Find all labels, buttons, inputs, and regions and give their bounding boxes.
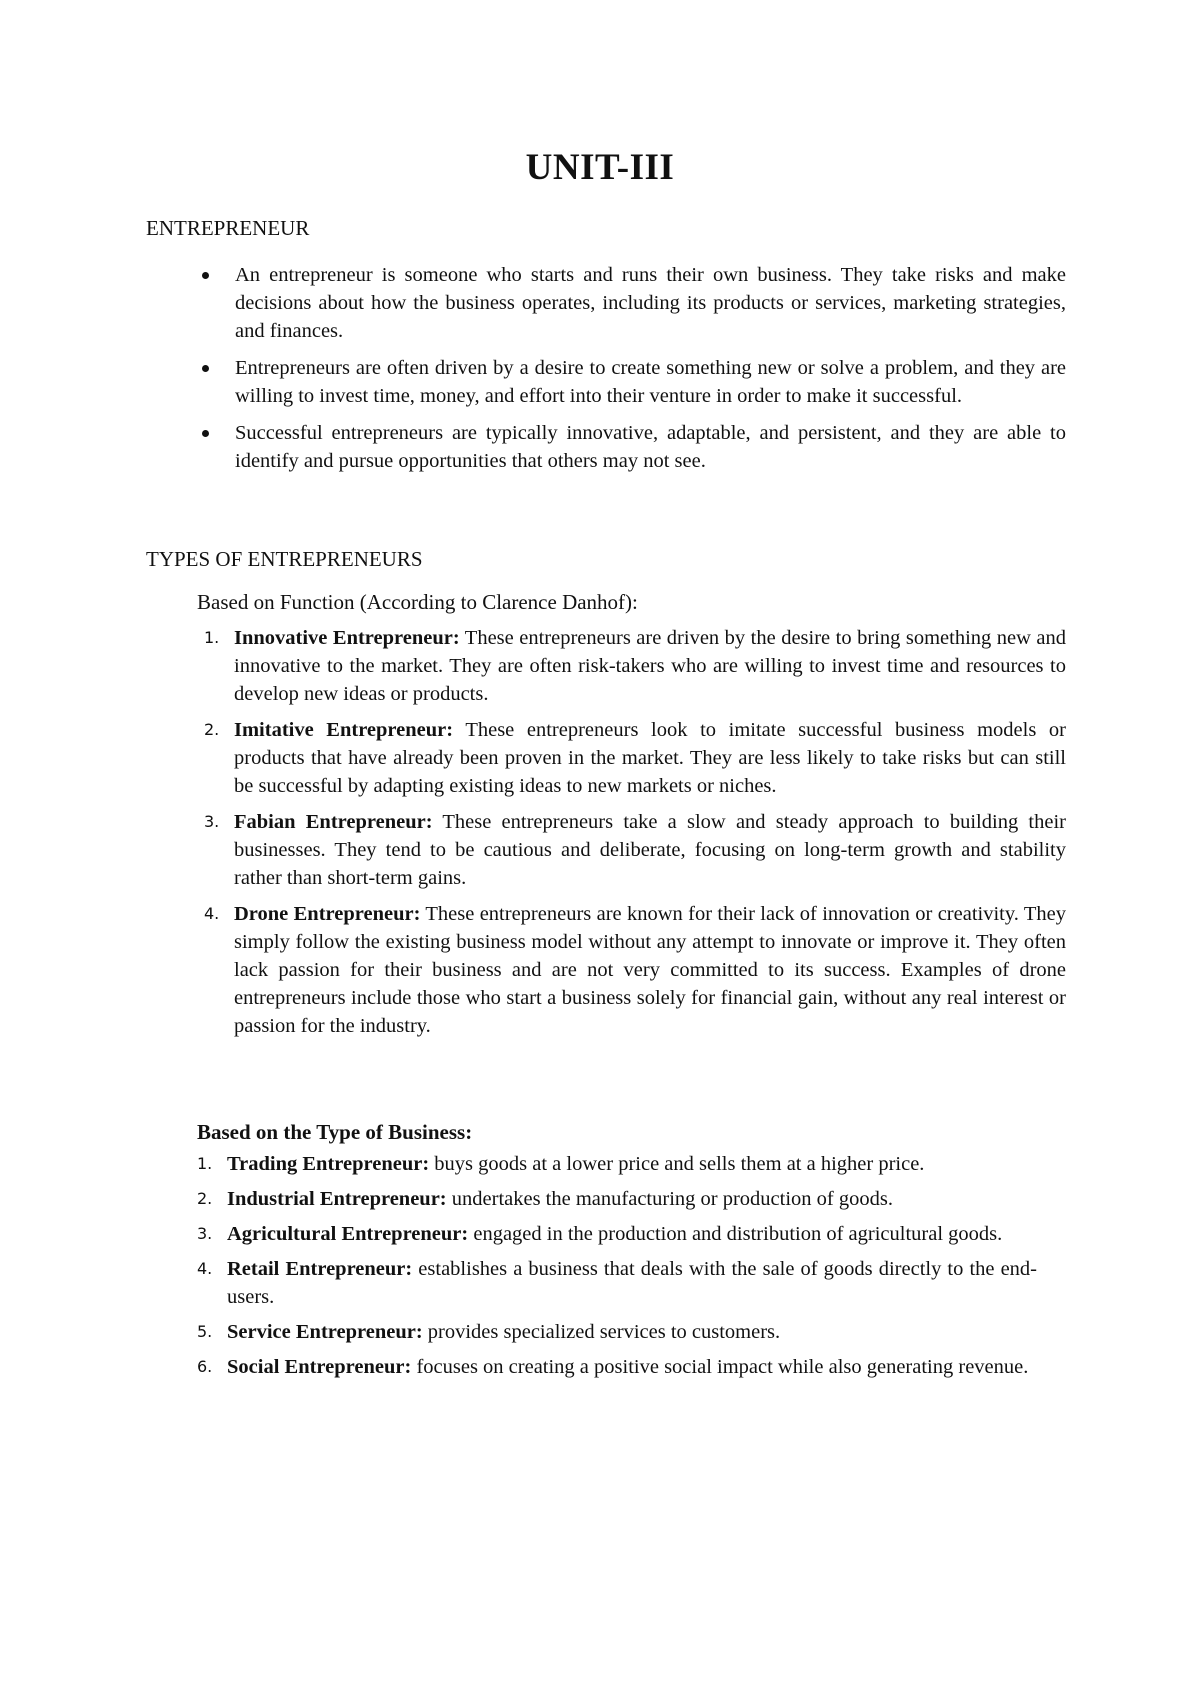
item-number: 4. [197, 1259, 213, 1278]
business-subheading: Based on the Type of Business: [197, 1120, 473, 1144]
list-item [204, 624, 1066, 708]
function-types-list [204, 624, 1066, 1048]
item-number: 4. [204, 904, 220, 923]
item-description: buys goods at a lower price and sells them at a higher price. [429, 1153, 925, 1175]
list-item [198, 354, 1066, 410]
business-types-list [197, 1150, 1037, 1388]
list-item [197, 1318, 1037, 1346]
bullet-icon [202, 430, 209, 437]
bullet-icon [202, 272, 209, 279]
list-item [197, 1185, 1037, 1213]
item-term: Agricultural Entrepreneur: [227, 1223, 469, 1245]
entrepreneur-heading: ENTREPRENEUR [146, 216, 310, 240]
item-term: Innovative Entrepreneur: [234, 627, 460, 649]
list-item [197, 1220, 1037, 1248]
list-item [198, 419, 1066, 475]
item-term: Social Entrepreneur: [227, 1356, 412, 1378]
item-description: undertakes the manufacturing or production of goods. [446, 1188, 893, 1210]
item-description: focuses on creating a positive social impact while also generating revenue. [411, 1356, 1029, 1378]
item-term: Fabian Entrepreneur: [234, 811, 433, 833]
item-description: establishes a business that deals with the sale of goods directly to the end-users. [227, 1258, 1037, 1308]
function-subheading: Based on Function (According to Clarence Danhof): [197, 590, 638, 614]
list-item [204, 900, 1066, 1040]
bullet-icon [202, 365, 209, 372]
item-number: 3. [197, 1224, 213, 1243]
item-description: These entrepreneurs look to imitate successful business models or products that have already been proven in the market. They are less likely to take risks but can still be successful by adapting existing ideas to new markets or niches. [234, 719, 1067, 797]
item-term: Retail Entrepreneur: [227, 1258, 413, 1280]
item-term: Drone Entrepreneur: [234, 903, 421, 925]
types-heading: TYPES OF ENTREPRENEURS [146, 547, 423, 571]
item-number: 3. [204, 812, 220, 831]
list-item [197, 1255, 1037, 1311]
bullet-text: An entrepreneur is someone who starts and runs their own business. They take risks and make decisions about how the business operates, including its products or services, marketing strategies, and finances. [235, 264, 1066, 342]
item-term: Imitative Entrepreneur: [234, 719, 454, 741]
item-description: These entrepreneurs are driven by the desire to bring something new and innovative to the market. They are often risk-takers who are willing to invest time and resources to develop new ideas or products. [234, 627, 1066, 705]
item-number: 2. [204, 720, 220, 739]
list-item [197, 1150, 1037, 1178]
item-number: 1. [204, 628, 220, 647]
item-description: provides specialized services to customers. [422, 1321, 781, 1343]
list-item [198, 261, 1066, 345]
bullet-text: Entrepreneurs are often driven by a desire to create something new or solve a problem, and they are willing to invest time, money, and effort into their venture in order to make it successful. [235, 357, 1066, 407]
item-term: Industrial Entrepreneur: [227, 1188, 447, 1210]
item-number: 2. [197, 1189, 213, 1208]
item-number: 5. [197, 1322, 213, 1341]
item-number: 6. [197, 1357, 213, 1376]
entrepreneur-bullet-list [198, 261, 1066, 484]
item-term: Trading Entrepreneur: [227, 1153, 430, 1175]
list-item [197, 1353, 1037, 1381]
item-description: These entrepreneurs take a slow and steady approach to building their businesses. They tend to be cautious and deliberate, focusing on long-term growth and stability rather than short-term gains. [234, 811, 1066, 889]
item-description: engaged in the production and distribution of agricultural goods. [468, 1223, 1003, 1245]
page-title: UNIT-III [525, 147, 675, 188]
list-item [204, 808, 1066, 892]
item-term: Service Entrepreneur: [227, 1321, 423, 1343]
item-number: 1. [197, 1154, 213, 1173]
bullet-text: Successful entrepreneurs are typically innovative, adaptable, and persistent, and they are able to identify and pursue opportunities that others may not see. [235, 422, 1066, 472]
list-item [204, 716, 1066, 800]
item-description: These entrepreneurs are known for their lack of innovation or creativity. They simply follow the existing business model without any attempt to innovate or improve it. They often lack passion for their business and are not very committed to its success. Examples of drone entrepreneurs include those who start a business solely for financial gain, without any real interest or passion for the industry. [234, 903, 1066, 1037]
